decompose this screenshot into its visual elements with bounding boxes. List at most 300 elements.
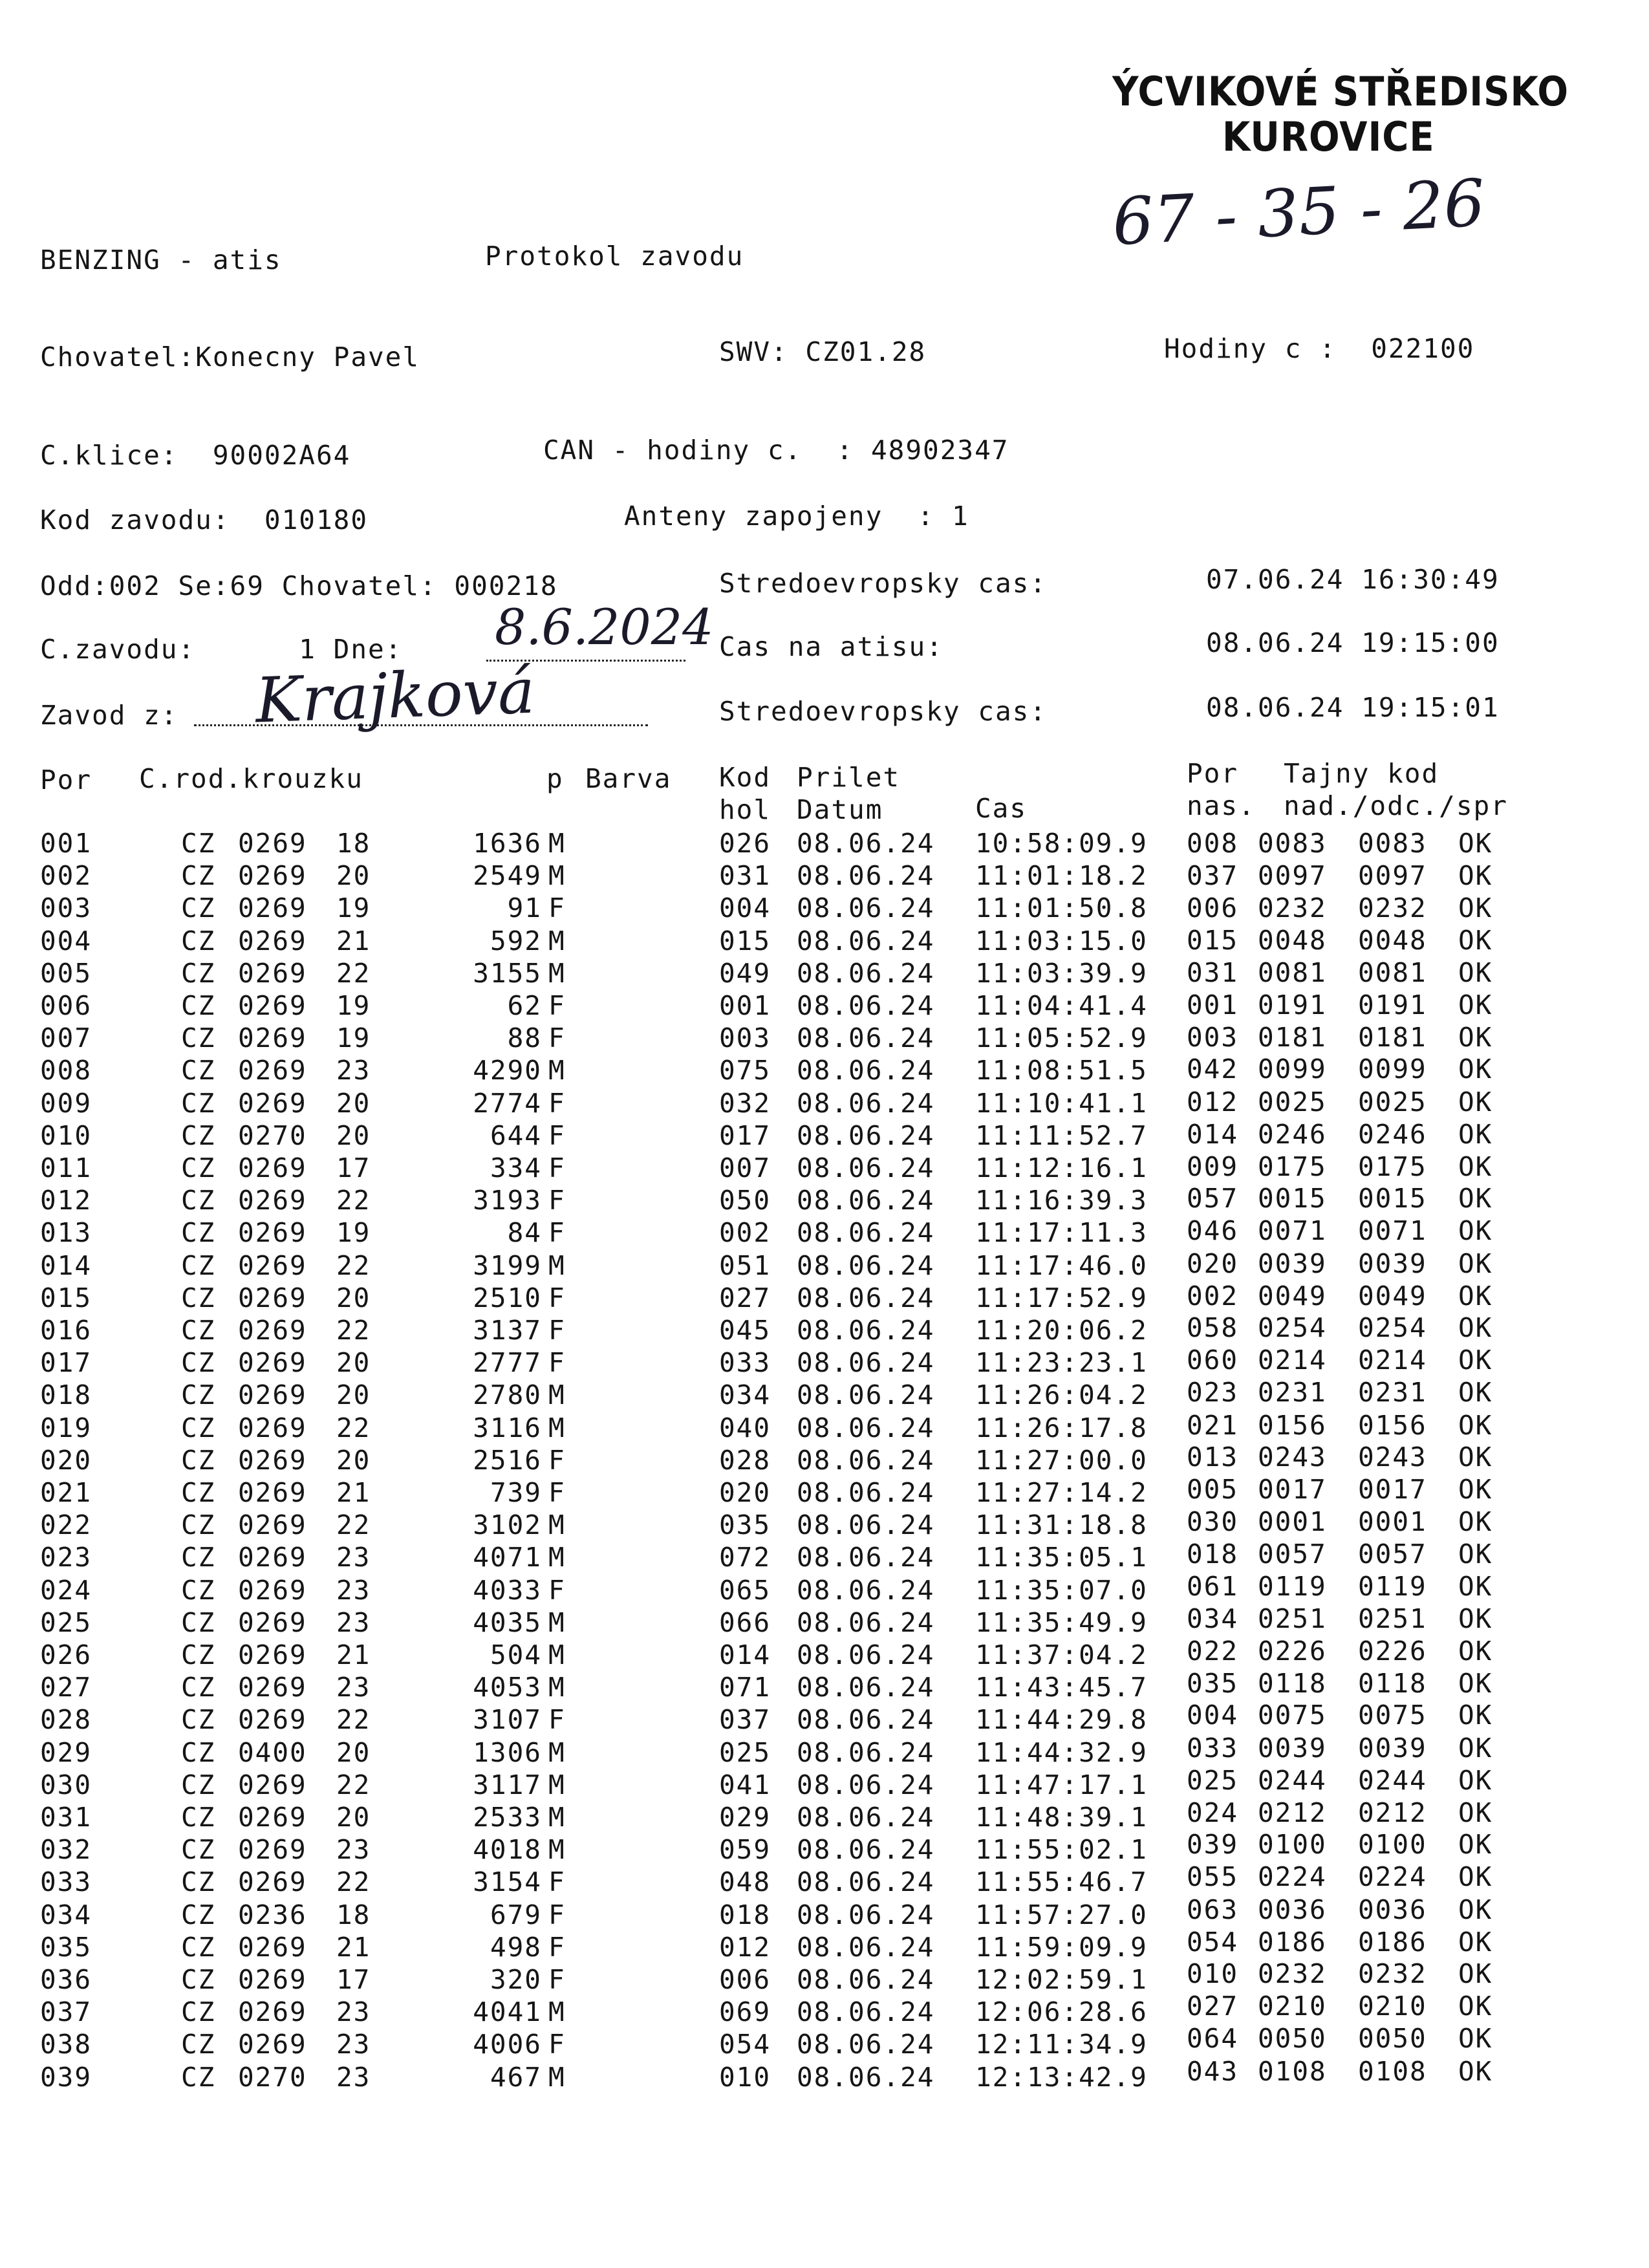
row-code-odc: 0186: [1358, 1926, 1427, 1958]
row-por-nas: 035: [1187, 1668, 1239, 1700]
row-code-nad: 0039: [1258, 1732, 1327, 1764]
row-ring-number: 3193: [473, 1185, 542, 1216]
row-year: 21: [336, 1931, 371, 1963]
row-org: 0269: [238, 1055, 307, 1086]
row-code-odc: 0118: [1358, 1668, 1427, 1700]
table-row: [0, 1379, 1649, 1412]
row-code-odc: 0039: [1358, 1247, 1427, 1279]
row-cas: 11:35:07.0: [975, 1574, 1148, 1606]
row-datum: 08.06.24: [797, 1055, 935, 1086]
row-country: CZ: [181, 1185, 216, 1216]
row-year: 20: [336, 1119, 371, 1151]
row-status: OK: [1458, 1022, 1493, 1053]
col-por: Por: [40, 764, 92, 795]
col-hol: hol: [719, 794, 771, 825]
row-datum: 08.06.24: [797, 1672, 935, 1703]
row-code-odc: 0057: [1358, 1539, 1427, 1570]
row-code-nad: 0224: [1258, 1861, 1327, 1893]
row-country: CZ: [181, 1574, 216, 1606]
row-cas: 11:44:32.9: [975, 1736, 1148, 1768]
row-ring-number: 644: [490, 1119, 542, 1151]
row-year: 22: [336, 1509, 371, 1541]
row-ring-number: 3117: [473, 1769, 542, 1800]
row-datum: 08.06.24: [797, 1347, 935, 1379]
row-kod-hol: 045: [719, 1315, 771, 1346]
row-datum: 08.06.24: [797, 1834, 935, 1866]
row-status: OK: [1458, 1441, 1493, 1473]
row-country: CZ: [181, 1315, 216, 1346]
row-kod-hol: 031: [719, 860, 771, 892]
row-datum: 08.06.24: [797, 1249, 935, 1281]
row-kod-hol: 035: [719, 1509, 771, 1541]
row-cas: 11:47:17.1: [975, 1769, 1148, 1800]
row-por-nas: 061: [1187, 1570, 1239, 1602]
row-por-nas: 034: [1187, 1603, 1239, 1634]
row-por: 025: [40, 1606, 92, 1638]
row-ring-number: 2533: [473, 1802, 542, 1833]
row-datum: 08.06.24: [797, 1412, 935, 1443]
row-year: 23: [336, 1834, 371, 1866]
row-country: CZ: [181, 1802, 216, 1833]
row-code-odc: 0100: [1358, 1829, 1427, 1861]
row-por-nas: 042: [1187, 1053, 1239, 1085]
row-por-nas: 018: [1187, 1539, 1239, 1570]
row-datum: 08.06.24: [797, 1315, 935, 1346]
row-code-nad: 0048: [1258, 924, 1327, 956]
row-kod-hol: 048: [719, 1866, 771, 1898]
row-status: OK: [1458, 1474, 1493, 1505]
row-datum: 08.06.24: [797, 828, 935, 859]
row-por: 037: [40, 1996, 92, 2028]
row-org: 0269: [238, 1639, 307, 1670]
row-status: OK: [1458, 1409, 1493, 1441]
row-ring-number: 3154: [473, 1866, 542, 1898]
hodiny-number: Hodiny c : 022100: [1164, 333, 1475, 364]
row-cas: 12:06:28.6: [975, 1996, 1148, 2028]
row-year: 22: [336, 1249, 371, 1281]
row-datum: 08.06.24: [797, 1282, 935, 1313]
row-por: 021: [40, 1477, 92, 1508]
row-org: 0400: [238, 1736, 307, 1768]
row-kod-hol: 032: [719, 1087, 771, 1119]
row-cas: 11:35:05.1: [975, 1542, 1148, 1573]
row-datum: 08.06.24: [797, 1964, 935, 1995]
row-ring-number: 84: [507, 1217, 542, 1249]
row-ring-number: 1636: [473, 828, 542, 859]
row-status: OK: [1458, 956, 1493, 988]
row-por: 022: [40, 1509, 92, 1541]
table-row: [0, 1185, 1649, 1217]
row-status: OK: [1458, 1312, 1493, 1343]
row-por-nas: 010: [1187, 1958, 1239, 1989]
row-ring-number: 4033: [473, 1574, 542, 1606]
row-status: OK: [1458, 1829, 1493, 1861]
row-sex: M: [548, 2061, 566, 2093]
row-year: 17: [336, 1152, 371, 1183]
row-por-nas: 005: [1187, 1474, 1239, 1505]
row-por: 016: [40, 1315, 92, 1346]
row-por-nas: 012: [1187, 1086, 1239, 1118]
row-ring-number: 334: [490, 1152, 542, 1183]
row-kod-hol: 003: [719, 1022, 771, 1054]
row-country: CZ: [181, 1055, 216, 1086]
chovatel-name: Chovatel:Konecny Pavel: [40, 341, 420, 373]
row-por: 014: [40, 1249, 92, 1281]
row-ring-number: 3116: [473, 1412, 542, 1443]
row-org: 0269: [238, 1606, 307, 1638]
row-sex: M: [548, 1996, 566, 2028]
row-ring-number: 62: [507, 990, 542, 1021]
row-status: OK: [1458, 1086, 1493, 1118]
row-por-nas: 015: [1187, 924, 1239, 956]
row-ring-number: 88: [507, 1022, 542, 1054]
row-country: CZ: [181, 1606, 216, 1638]
row-code-odc: 0108: [1358, 2055, 1427, 2087]
row-year: 21: [336, 925, 371, 956]
row-ring-number: 4290: [473, 1055, 542, 1086]
row-ring-number: 498: [490, 1931, 542, 1963]
row-por: 001: [40, 828, 92, 859]
row-kod-hol: 010: [719, 2061, 771, 2093]
row-code-odc: 0015: [1358, 1183, 1427, 1215]
row-year: 22: [336, 1769, 371, 1800]
row-code-nad: 0210: [1258, 1991, 1327, 2022]
row-code-nad: 0243: [1258, 1441, 1327, 1473]
row-year: 22: [336, 1315, 371, 1346]
row-datum: 08.06.24: [797, 1899, 935, 1930]
seu-value-2: 08.06.24 19:15:01: [1206, 692, 1500, 723]
table-row: [0, 1539, 1649, 1574]
row-status: OK: [1458, 1764, 1493, 1796]
row-code-odc: 0175: [1358, 1151, 1427, 1182]
row-status: OK: [1458, 1700, 1493, 1731]
row-por: 027: [40, 1672, 92, 1703]
row-country: CZ: [181, 828, 216, 859]
row-ring-number: 4041: [473, 1996, 542, 2028]
row-por: 010: [40, 1119, 92, 1151]
table-row: [0, 1120, 1649, 1152]
row-code-odc: 0246: [1358, 1118, 1427, 1150]
row-year: 20: [336, 1802, 371, 1833]
row-ring-number: 2777: [473, 1347, 542, 1379]
row-year: 20: [336, 860, 371, 892]
row-org: 0269: [238, 1931, 307, 1963]
row-year: 22: [336, 1866, 371, 1898]
row-org: 0269: [238, 1509, 307, 1541]
row-por: 033: [40, 1866, 92, 1898]
row-org: 0269: [238, 1866, 307, 1898]
col-krouzek: C.rod.krouzku: [139, 763, 363, 794]
row-cas: 11:05:52.9: [975, 1022, 1148, 1054]
row-por-nas: 004: [1187, 1700, 1239, 1731]
row-sex: M: [548, 1672, 566, 1703]
row-org: 0270: [238, 1119, 307, 1151]
row-country: CZ: [181, 1217, 216, 1249]
row-kod-hol: 025: [719, 1736, 771, 1768]
row-ring-number: 2510: [473, 1282, 542, 1313]
row-org: 0269: [238, 1672, 307, 1703]
row-code-nad: 0057: [1258, 1539, 1327, 1570]
row-sex: F: [548, 1931, 566, 1963]
row-status: OK: [1458, 2055, 1493, 2087]
row-code-odc: 0025: [1358, 1086, 1427, 1118]
row-ring-number: 3137: [473, 1315, 542, 1346]
row-por: 028: [40, 1704, 92, 1736]
row-ring-number: 2516: [473, 1444, 542, 1476]
row-code-nad: 0025: [1258, 1086, 1327, 1118]
row-code-nad: 0191: [1258, 989, 1327, 1021]
table-row: [0, 1282, 1649, 1315]
row-kod-hol: 054: [719, 2029, 771, 2060]
row-kod-hol: 041: [719, 1769, 771, 1800]
row-code-odc: 0036: [1358, 1894, 1427, 1925]
row-year: 21: [336, 1639, 371, 1670]
row-datum: 08.06.24: [797, 892, 935, 924]
row-code-nad: 0214: [1258, 1345, 1327, 1376]
row-por: 031: [40, 1802, 92, 1833]
table-row: [0, 990, 1649, 1022]
row-sex: M: [548, 860, 566, 892]
row-por: 011: [40, 1152, 92, 1183]
row-org: 0269: [238, 1444, 307, 1476]
row-sex: F: [548, 1704, 566, 1736]
row-cas: 12:11:34.9: [975, 2029, 1148, 2060]
row-code-nad: 0039: [1258, 1247, 1327, 1279]
row-sex: F: [548, 1022, 566, 1054]
row-ring-number: 3155: [473, 957, 542, 989]
row-kod-hol: 004: [719, 892, 771, 924]
row-sex: F: [548, 1899, 566, 1930]
row-kod-hol: 069: [719, 1996, 771, 2028]
row-sex: F: [548, 1964, 566, 1995]
row-code-odc: 0232: [1358, 892, 1427, 924]
row-por-nas: 037: [1187, 860, 1239, 892]
table-row: [0, 828, 1649, 860]
row-year: 19: [336, 1217, 371, 1249]
row-code-odc: 0232: [1358, 1958, 1427, 1989]
row-kod-hol: 065: [719, 1574, 771, 1606]
row-org: 0269: [238, 925, 307, 956]
row-por: 009: [40, 1087, 92, 1119]
row-ring-number: 4006: [473, 2029, 542, 2060]
row-datum: 08.06.24: [797, 1477, 935, 1508]
row-por: 019: [40, 1412, 92, 1443]
row-cas: 11:03:39.9: [975, 957, 1148, 989]
row-code-nad: 0081: [1258, 956, 1327, 988]
row-kod-hol: 028: [719, 1444, 771, 1476]
table-row: [0, 892, 1649, 925]
row-code-odc: 0254: [1358, 1312, 1427, 1343]
row-kod-hol: 040: [719, 1412, 771, 1443]
row-year: 22: [336, 957, 371, 989]
row-country: CZ: [181, 1542, 216, 1573]
col-por-nas: Por: [1187, 758, 1239, 789]
row-code-nad: 0100: [1258, 1829, 1327, 1861]
seu-value-1: 07.06.24 16:30:49: [1206, 564, 1500, 595]
row-status: OK: [1458, 1053, 1493, 1085]
row-kod-hol: 037: [719, 1704, 771, 1736]
row-org: 0269: [238, 860, 307, 892]
table-row: [0, 1570, 1649, 1607]
row-country: CZ: [181, 1866, 216, 1898]
zavod-z-label: Zavod z:: [40, 700, 178, 731]
row-cas: 11:10:41.1: [975, 1087, 1148, 1119]
row-por: 007: [40, 1022, 92, 1054]
row-status: OK: [1458, 1280, 1493, 1312]
row-org: 0269: [238, 1347, 307, 1379]
row-por-nas: 031: [1187, 956, 1239, 988]
row-por-nas: 025: [1187, 1764, 1239, 1796]
row-sex: M: [548, 1736, 566, 1768]
cas-atisu-label: Cas na atisu:: [719, 631, 943, 662]
row-por: 034: [40, 1899, 92, 1930]
row-cas: 11:55:02.1: [975, 1834, 1148, 1866]
row-code-nad: 0083: [1258, 828, 1327, 859]
row-code-odc: 0251: [1358, 1603, 1427, 1634]
row-datum: 08.06.24: [797, 1931, 935, 1963]
row-ring-number: 91: [507, 892, 542, 924]
row-datum: 08.06.24: [797, 2061, 935, 2093]
row-year: 19: [336, 1022, 371, 1054]
row-kod-hol: 017: [719, 1119, 771, 1151]
row-org: 0270: [238, 2061, 307, 2093]
row-kod-hol: 015: [719, 925, 771, 956]
seu-label-1: Stredoevropsky cas:: [719, 568, 1047, 599]
row-country: CZ: [181, 1412, 216, 1443]
row-kod-hol: 051: [719, 1249, 771, 1281]
row-status: OK: [1458, 1345, 1493, 1376]
row-sex: F: [548, 1315, 566, 1346]
table-row: [0, 925, 1649, 958]
row-code-nad: 0254: [1258, 1312, 1327, 1343]
row-country: CZ: [181, 1964, 216, 1995]
row-status: OK: [1458, 1926, 1493, 1958]
row-ring-number: 2780: [473, 1379, 542, 1411]
row-por: 039: [40, 2061, 92, 2093]
row-sex: M: [548, 1606, 566, 1638]
row-por-nas: 014: [1187, 1118, 1239, 1150]
row-year: 19: [336, 990, 371, 1021]
table-row: [0, 958, 1649, 990]
row-org: 0269: [238, 1022, 307, 1054]
row-sex: F: [548, 1444, 566, 1476]
row-sex: M: [548, 1542, 566, 1573]
row-por: 030: [40, 1769, 92, 1800]
odd-se-chovatel: Odd:002 Se:69 Chovatel: 000218: [40, 570, 558, 601]
row-status: OK: [1458, 1118, 1493, 1150]
row-datum: 08.06.24: [797, 1996, 935, 2028]
klice-number: C.klice: 90002A64: [40, 440, 351, 471]
row-code-nad: 0108: [1258, 2055, 1327, 2087]
row-cas: 12:02:59.1: [975, 1964, 1148, 1995]
row-por-nas: 024: [1187, 1797, 1239, 1828]
row-cas: 11:04:41.4: [975, 990, 1148, 1021]
row-country: CZ: [181, 1444, 216, 1476]
row-country: CZ: [181, 1736, 216, 1768]
row-por-nas: 013: [1187, 1441, 1239, 1473]
row-cas: 11:16:39.3: [975, 1185, 1148, 1216]
row-por-nas: 043: [1187, 2055, 1239, 2087]
row-sex: F: [548, 1282, 566, 1313]
row-por-nas: 006: [1187, 892, 1239, 924]
row-org: 0269: [238, 1704, 307, 1736]
row-cas: 11:27:00.0: [975, 1444, 1148, 1476]
row-cas: 11:01:50.8: [975, 892, 1148, 924]
row-year: 21: [336, 1477, 371, 1508]
row-datum: 08.06.24: [797, 1119, 935, 1151]
row-code-nad: 0246: [1258, 1118, 1327, 1150]
row-sex: F: [548, 1185, 566, 1216]
row-year: 18: [336, 828, 371, 859]
row-year: 17: [336, 1964, 371, 1995]
row-code-nad: 0231: [1258, 1377, 1327, 1409]
row-code-odc: 0083: [1358, 828, 1427, 859]
row-org: 0269: [238, 1477, 307, 1508]
row-year: 23: [336, 1606, 371, 1638]
row-status: OK: [1458, 1603, 1493, 1634]
row-code-nad: 0097: [1258, 860, 1327, 892]
row-por-nas: 008: [1187, 828, 1239, 859]
row-year: 20: [336, 1379, 371, 1411]
table-row: [0, 1409, 1649, 1445]
row-kod-hol: 012: [719, 1931, 771, 1963]
row-org: 0269: [238, 2029, 307, 2060]
row-code-nad: 0071: [1258, 1215, 1327, 1247]
row-sex: M: [548, 957, 566, 989]
row-status: OK: [1458, 1570, 1493, 1602]
row-code-nad: 0099: [1258, 1053, 1327, 1085]
col-pohlavi: p: [546, 763, 564, 794]
row-por: 024: [40, 1574, 92, 1606]
row-por-nas: 002: [1187, 1280, 1239, 1312]
row-sex: M: [548, 1055, 566, 1086]
row-sex: M: [548, 1802, 566, 1833]
row-por-nas: 063: [1187, 1894, 1239, 1925]
row-por-nas: 023: [1187, 1377, 1239, 1409]
row-kod-hol: 026: [719, 828, 771, 859]
row-status: OK: [1458, 1215, 1493, 1247]
row-sex: F: [548, 1152, 566, 1183]
row-code-odc: 0119: [1358, 1570, 1427, 1602]
row-por: 017: [40, 1347, 92, 1379]
row-year: 23: [336, 1574, 371, 1606]
row-kod-hol: 071: [719, 1672, 771, 1703]
row-cas: 11:12:16.1: [975, 1152, 1148, 1183]
row-code-odc: 0050: [1358, 2023, 1427, 2055]
row-org: 0236: [238, 1899, 307, 1930]
row-por-nas: 022: [1187, 1636, 1239, 1667]
row-year: 20: [336, 1087, 371, 1119]
row-code-odc: 0097: [1358, 860, 1427, 892]
row-por-nas: 039: [1187, 1829, 1239, 1861]
row-code-nad: 0017: [1258, 1474, 1327, 1505]
row-kod-hol: 007: [719, 1152, 771, 1183]
row-cas: 12:13:42.9: [975, 2061, 1148, 2093]
row-cas: 11:35:49.9: [975, 1606, 1148, 1638]
row-code-odc: 0075: [1358, 1700, 1427, 1731]
row-cas: 11:31:18.8: [975, 1509, 1148, 1541]
row-kod-hol: 027: [719, 1282, 771, 1313]
row-cas: 11:01:18.2: [975, 860, 1148, 892]
row-kod-hol: 001: [719, 990, 771, 1021]
row-status: OK: [1458, 2023, 1493, 2055]
row-por: 005: [40, 957, 92, 989]
row-code-odc: 0244: [1358, 1764, 1427, 1796]
row-code-odc: 0243: [1358, 1441, 1427, 1473]
row-datum: 08.06.24: [797, 1444, 935, 1476]
col-nad-odc-spr: nad./odc./spr: [1284, 790, 1508, 821]
row-por-nas: 003: [1187, 1022, 1239, 1053]
